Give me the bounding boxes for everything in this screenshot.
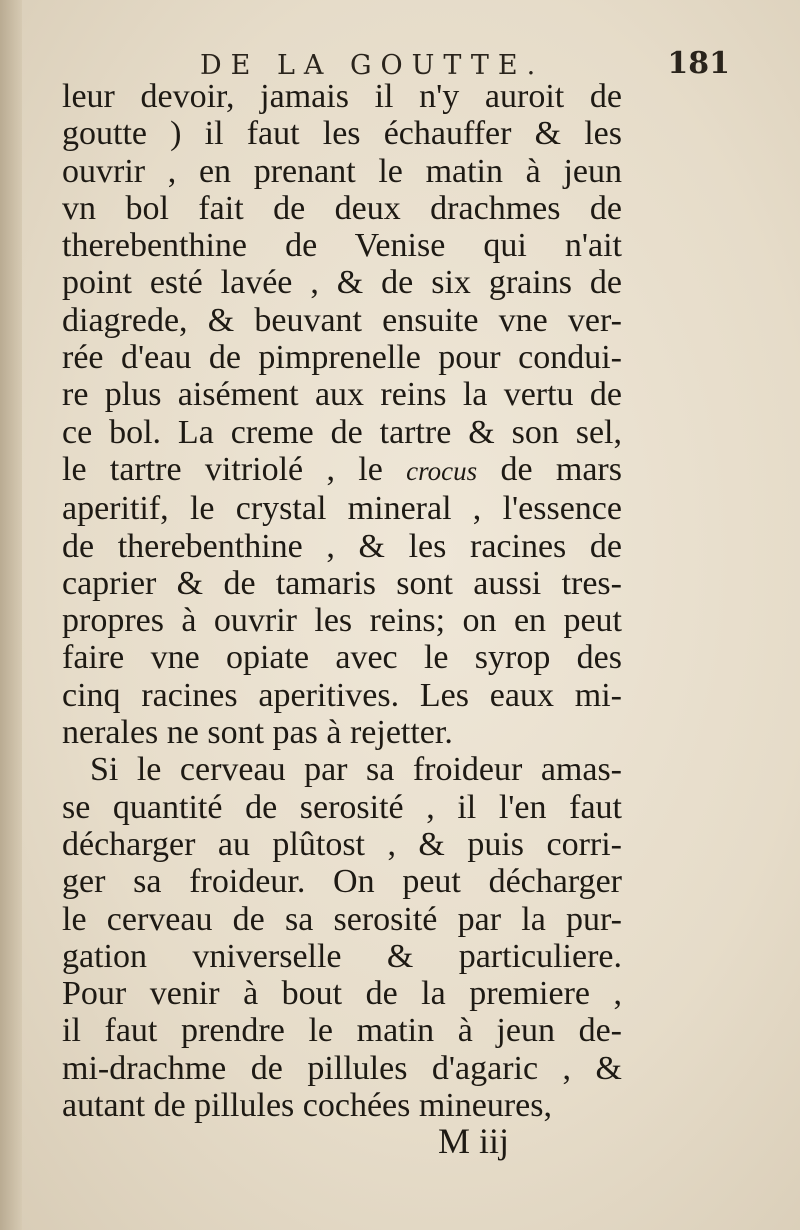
text-line: therebenthine de Venise qui n'ait: [62, 227, 622, 265]
text-line: se quantité de serosité , il l'en faut: [62, 788, 622, 826]
text-line: vn bol fait de deux drachmes de: [62, 189, 622, 227]
page-number: 181: [667, 46, 730, 81]
text-line: il faut prendre le matin à jeun de-: [62, 1012, 622, 1050]
text-line: propres à ouvrir les reins; on en peut: [62, 602, 622, 640]
running-title: DE LA GOUTTE.: [200, 50, 545, 81]
text-line: cinq racines aperitives. Les eaux mi-: [62, 676, 622, 714]
text-line: le tartre vitriolé , le crocus de mars: [62, 450, 622, 488]
text-line: autant de pillules cochées mineures,: [62, 1087, 552, 1125]
text-line: décharger au plûtost , & puis corri-: [62, 825, 622, 863]
text-line: de therebenthine , & les racines de: [62, 527, 622, 565]
text-line: Pour venir à bout de la premiere ,: [62, 975, 622, 1013]
text-line: ce bol. La creme de tartre & son sel,: [62, 413, 622, 451]
text-line: le cerveau de sa serosité par la pur-: [62, 900, 622, 938]
signature-mark: M iij: [438, 1121, 510, 1161]
text-line: leur devoir, jamais il n'y auroit de: [62, 78, 622, 115]
text-line: nerales ne sont pas à rejetter.: [62, 714, 453, 752]
text-line: goutte ) il faut les échauffer & les: [62, 115, 622, 153]
text-line: Si le cerveau par sa froideur amas-: [90, 751, 622, 789]
body-text: [62, 78, 622, 1124]
text-line: aperitif, le crystal mineral , l'essence: [62, 490, 622, 528]
text-line: diagrede, & beuvant ensuite vne ver-: [62, 301, 622, 339]
text-line: caprier & de tamaris sont aussi tres-: [62, 564, 622, 602]
text-line: faire vne opiate avec le syrop des: [62, 639, 622, 677]
text-line: ger sa froideur. On peut décharger: [62, 863, 622, 901]
text-line: rée d'eau de pimprenelle pour condui-: [62, 339, 622, 377]
text-line: gation vniverselle & particuliere.: [62, 937, 622, 975]
text-line: re plus aisément aux reins la vertu de: [62, 376, 622, 414]
text-line: ouvrir , en prenant le matin à jeun: [62, 152, 622, 190]
page-gutter-shadow: [0, 0, 22, 1230]
text-line: mi-drachme de pillules d'agaric , &: [62, 1049, 622, 1087]
text-line: point esté lavée , & de six grains de: [62, 264, 622, 302]
